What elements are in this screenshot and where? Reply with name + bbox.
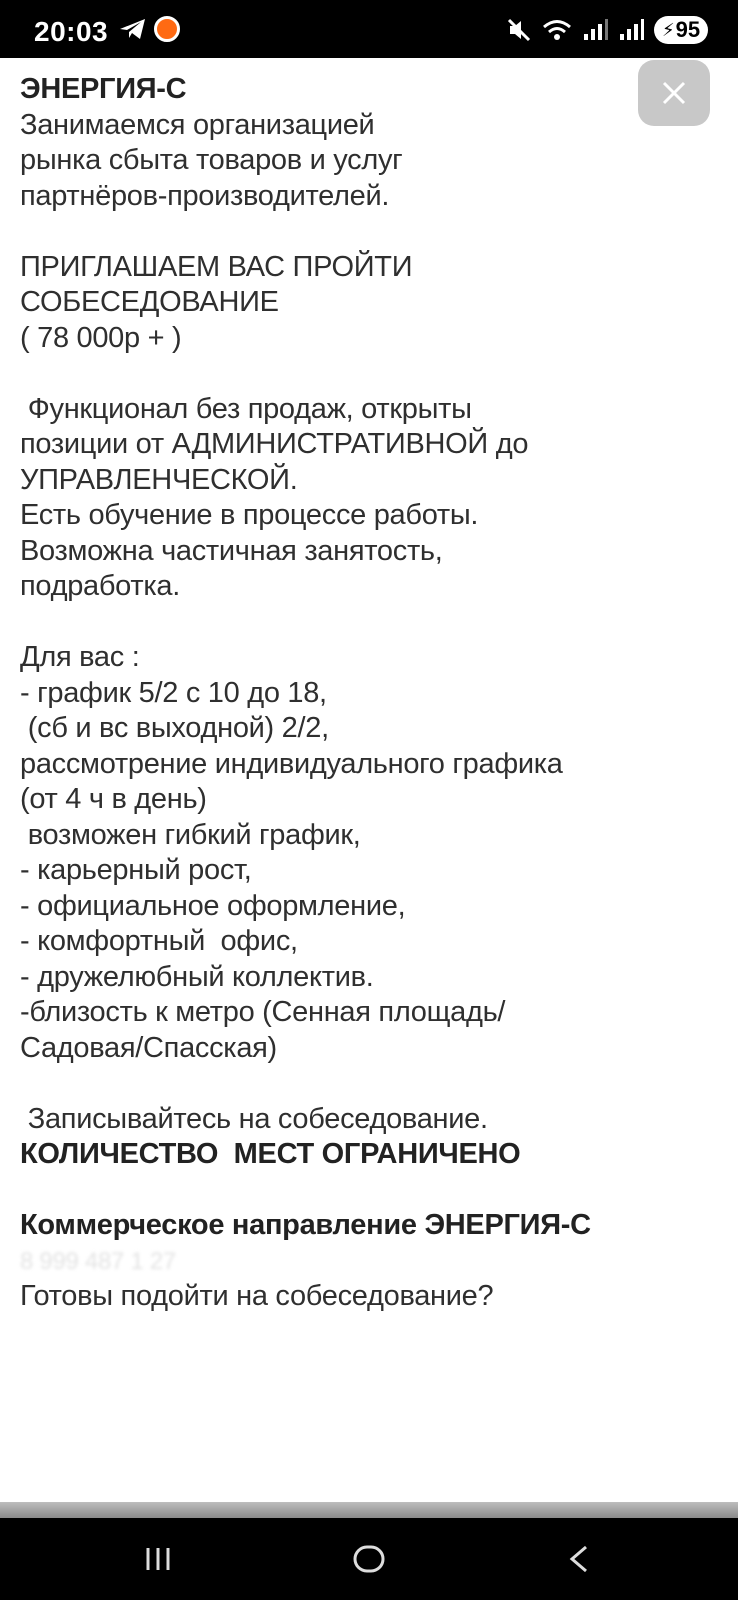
- message-line: [20, 605, 720, 641]
- message-line: [20, 356, 720, 392]
- navigation-bar: [0, 1518, 738, 1600]
- message-line: -близость к метро (Сенная площадь/: [20, 996, 506, 1028]
- message-line: УПРАВЛЕНЧЕСКОЙ.: [20, 463, 298, 496]
- message-line: [20, 1173, 720, 1209]
- message-line: Возможна частичная занятость,: [20, 534, 443, 567]
- content-fade: [0, 1502, 738, 1518]
- status-left-icons: [118, 16, 180, 42]
- status-bar: [0, 0, 738, 62]
- message-line: ЭНЕРГИЯ-С: [20, 73, 187, 105]
- message-line: Готовы подойти на собеседование?: [20, 1280, 494, 1312]
- recent-apps-icon: [143, 1546, 173, 1572]
- message-line: - график 5/2 с 10 до 18,: [20, 676, 327, 709]
- message-line: подработка.: [20, 570, 180, 602]
- message-text[interactable]: [20, 72, 720, 1315]
- charging-bolt-icon: ⚡: [661, 19, 675, 40]
- mute-icon: [506, 17, 532, 43]
- message-line: 8 999 487 1 27: [20, 1247, 176, 1275]
- message-line: Для вас :: [20, 641, 140, 673]
- close-icon: [660, 79, 688, 107]
- message-line: позиции от АДМИНИСТРАТИВНОЙ до: [20, 428, 529, 460]
- message-line: ПРИГЛАШАЕМ ВАС ПРОЙТИ: [20, 250, 413, 283]
- message-line: - официальное оформление,: [20, 889, 406, 922]
- home-icon: [352, 1544, 386, 1574]
- close-button[interactable]: [638, 60, 710, 126]
- message-line: - карьерный рост,: [20, 854, 252, 886]
- message-line: Функционал без продаж, открыты: [20, 392, 472, 425]
- message-line: Садовая/Спасская): [20, 1031, 277, 1064]
- message-line: Записывайтесь на собеседование.: [20, 1102, 488, 1135]
- status-time: 20:03: [34, 16, 109, 47]
- message-line: Есть обучение в процессе работы.: [20, 499, 479, 531]
- message-line: рынка сбыта товаров и услуг: [20, 144, 403, 176]
- message-line: - комфортный офис,: [20, 925, 298, 957]
- message-line: (от 4 ч в день): [20, 783, 207, 815]
- message-line: КОЛИЧЕСТВО МЕСТ ОГРАНИЧЕНО: [20, 1138, 521, 1170]
- message-line: ( 78 000р + ): [20, 321, 182, 354]
- message-line: СОБЕСЕДОВАНИЕ: [20, 286, 279, 318]
- message-viewer: [0, 58, 738, 1518]
- message-line: Занимаемся организацией: [20, 108, 375, 141]
- recent-apps-button[interactable]: [123, 1534, 193, 1584]
- back-icon: [566, 1544, 590, 1574]
- message-line: возможен гибкий график,: [20, 818, 361, 851]
- notification-icon: [154, 16, 180, 42]
- message-line: [20, 214, 720, 250]
- message-line: - дружелюбный коллектив.: [20, 960, 374, 993]
- telegram-icon: [118, 17, 148, 41]
- wifi-icon: [542, 18, 572, 42]
- battery-level: 95: [675, 17, 701, 42]
- home-button[interactable]: [334, 1534, 404, 1584]
- message-line: Коммерческое направление ЭНЕРГИЯ-С: [20, 1209, 591, 1241]
- signal-icon: [618, 18, 644, 42]
- message-line: (сб и вс выходной) 2/2,: [20, 712, 329, 744]
- signal-icon: [582, 18, 608, 42]
- message-line: рассмотрение индивидуального графика: [20, 747, 563, 780]
- message-line: [20, 1066, 720, 1102]
- back-button[interactable]: [543, 1534, 613, 1584]
- message-line: партнёров-производителей.: [20, 179, 390, 212]
- status-right-icons: [506, 16, 708, 44]
- battery-icon: [654, 16, 708, 44]
